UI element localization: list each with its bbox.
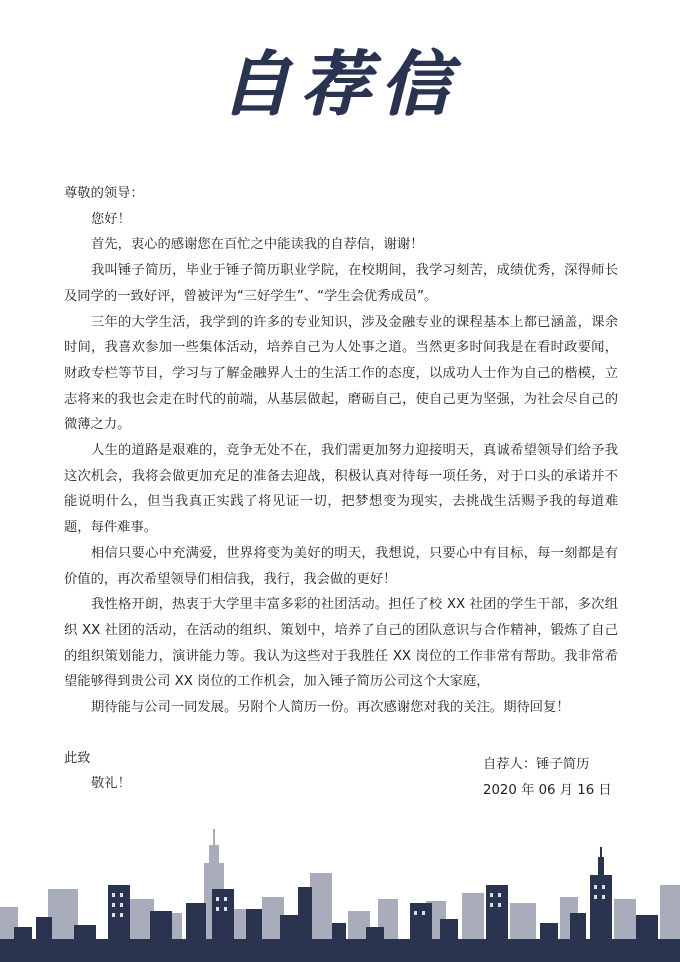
- closing: 此致: [64, 750, 91, 766]
- salute: 敬礼！: [91, 776, 131, 792]
- city-skyline-decoration: [0, 827, 680, 962]
- greeting: 您好！: [91, 211, 131, 227]
- paragraph: 我叫锤子简历，毕业于锤子简历职业学院，在校期间，我学习刻苦，成绩优秀，深得师长及同学的一致好评，曾被评为“三好学生”、“学生会优秀成员”。: [64, 263, 618, 304]
- paragraph: 相信只要心中充满爱，世界将变为美好的明天，我想说，只要心中有目标，每一刻都是有价值的，再次希望领导们相信我，我行，我会做的更好！: [64, 545, 618, 587]
- date: 2020 年 06 月 16 日: [483, 783, 612, 798]
- letter-body: [64, 181, 618, 797]
- paragraph: 三年的大学生活，我学到的许多的专业知识，涉及金融专业的课程基本上都已涵盖，课余时间，我喜欢参加一些集体活动，培养自己为人处事之道。当然更多时间我是在看时政要闻，财政专栏等节目，学习与了解金融界人士的生活工作的态度，以成功人士作为自己的楷模，立志将来的我也会走在时代的前端，从基层做起，磨砺自己，使自己更为坚强，为社会尽自己的微薄之力。: [64, 314, 618, 433]
- signature: 自荐人：锤子简历: [483, 757, 590, 772]
- paragraph: 期待能与公司一同发展。另附个人简历一份。再次感谢您对我的关注。期待回复！: [91, 700, 570, 716]
- page-title: 自荐信: [220, 42, 460, 125]
- paragraph: 人生的道路是艰难的，竞争无处不在，我们需更加努力迎接明天，真诚希望领导们给予我这次机会，我将会做更加充足的准备去迎战，积极认真对待每一项任务，对于口头的承诺并不能说明什么，但当我真正实践了将见证一切，把梦想变为现实，去挑战生活赐予我的每道难题，每件难事。: [64, 443, 618, 536]
- signature-block: [483, 752, 612, 804]
- paragraph: 我性格开朗，热衷于大学里丰富多彩的社团活动。担任了校 XX 社团的学生干部，多次组织 XX 社团的活动，在活动的组织、策划中，培养了自己的团队意识与合作精神，锻炼了自己的组织策划能力，演讲能力等。我认为这些对于我胜任 XX 岗位的工作非常有帮助。我非常希望能够得到贵公司 XX 岗位的工作机会，加入锤子简历公司这个大家庭，: [64, 597, 618, 690]
- paragraph: 首先，衷心的感谢您在百忙之中能读我的自荐信，谢谢！: [91, 237, 424, 253]
- salutation: 尊敬的领导：: [64, 186, 144, 201]
